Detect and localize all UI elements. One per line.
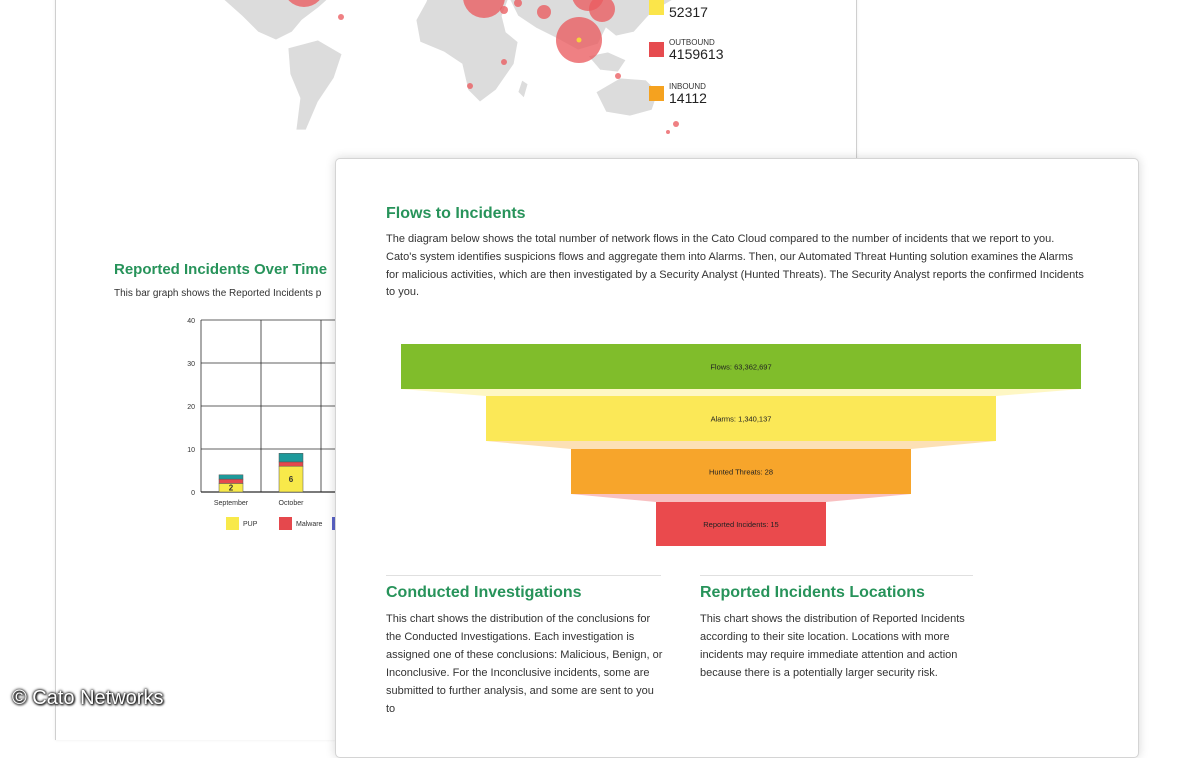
incidents-funnel-chart (396, 339, 1086, 554)
reported-incidents-description: This bar graph shows the Reported Incidents p (114, 288, 322, 299)
y-tick-label: 40 (187, 318, 195, 325)
section-divider (700, 575, 973, 576)
southern-africa-incident-bubble (467, 83, 473, 89)
indonesia-incident-bubble (615, 73, 621, 79)
conducted-investigations-title: Conducted Investigations (386, 584, 582, 601)
legend-swatch (649, 86, 664, 101)
funnel-connector (486, 441, 996, 449)
legend-swatch (226, 517, 239, 530)
copyright-watermark: © Cato Networks (12, 687, 164, 709)
world-threat-map (206, 0, 706, 145)
legend-value: 14112 (669, 90, 707, 106)
y-tick-label: 0 (191, 490, 195, 497)
bar-segment (279, 453, 303, 462)
y-tick-label: 20 (187, 404, 195, 411)
y-tick-label: 30 (187, 361, 195, 368)
funnel-connector (401, 389, 1081, 396)
south-america-landmass (288, 40, 342, 130)
conducted-investigations-description: This chart shows the distribution of the conclusions for the Conducted Investigations. Each investigation is assigned one of these conclusions: Malicious, Benign, or Inconclusive. For the Inconclusive incidents, some are submitted to further analysis, and some are sent to you to (386, 613, 663, 715)
mediterranean-incident-bubble (500, 6, 508, 14)
north-america-landmass (206, 0, 336, 40)
legend-value: 4159613 (669, 46, 724, 62)
x-tick-label: September (213, 500, 249, 507)
x-tick-label: October (278, 500, 304, 507)
madagascar-landmass (518, 80, 528, 98)
europe-africa-landmass (416, 0, 518, 102)
new-zealand-incident-bubble (673, 121, 679, 127)
legend-caption: OUTBOUND (669, 38, 715, 47)
legend-caption: INBOUND (669, 82, 706, 91)
bar-segment (219, 479, 243, 483)
legend-label: Malware (296, 521, 323, 528)
legend-value: 52317 (669, 4, 708, 20)
south-asia-bubble-center (577, 38, 582, 43)
flows-to-incidents-title: Flows to Incidents (386, 205, 526, 222)
pacific-incident-bubble (666, 130, 670, 134)
bar-value-label: 6 (288, 475, 294, 485)
reported-incidents-title: Reported Incidents Over Time (114, 261, 328, 278)
africa-incident-bubble (501, 59, 507, 65)
legend-swatch (279, 517, 292, 530)
funnel-stage-label: Hunted Threats: 28 (708, 467, 774, 477)
y-tick-label: 10 (187, 447, 195, 454)
legend-swatch (649, 42, 664, 57)
flows-to-incidents-description: The diagram below shows the total number of network flows in the Cato Cloud compared to the number of incidents that we report to you. Cato's system identifies suspicions flows and aggregate them into Alarms. Then, our Automated Threat Hunting solution examines the Alarms for malicious activities, which are then investigated by a Security Analyst (Hunted Threats). The Security Analyst reports the confirmed Incidents to you. (386, 233, 1084, 299)
funnel-stage-label: Reported Incidents: 15 (703, 520, 779, 529)
incidents-locations-title: Reported Incidents Locations (700, 584, 925, 601)
section-divider (386, 575, 661, 576)
funnel-stage-label: Alarms: 1,340,137 (710, 414, 772, 424)
caribbean-incident-bubble (338, 14, 344, 20)
legend-swatch (649, 0, 664, 15)
bar-segment (279, 462, 303, 466)
incidents-locations-description: This chart shows the distribution of Reported Incidents according to their site location. Locations with more incidents may require immediate attention and action because there is a potentially larger security risk. (700, 613, 965, 679)
gulf-incident-bubble (537, 5, 551, 19)
bar-segment (219, 475, 243, 479)
front-report-page (335, 158, 1139, 758)
funnel-connector (571, 494, 911, 502)
bar-value-label: 2 (228, 483, 234, 493)
funnel-stage-label: Flows: 63,362,697 (710, 362, 772, 372)
legend-label: PUP (243, 521, 258, 528)
